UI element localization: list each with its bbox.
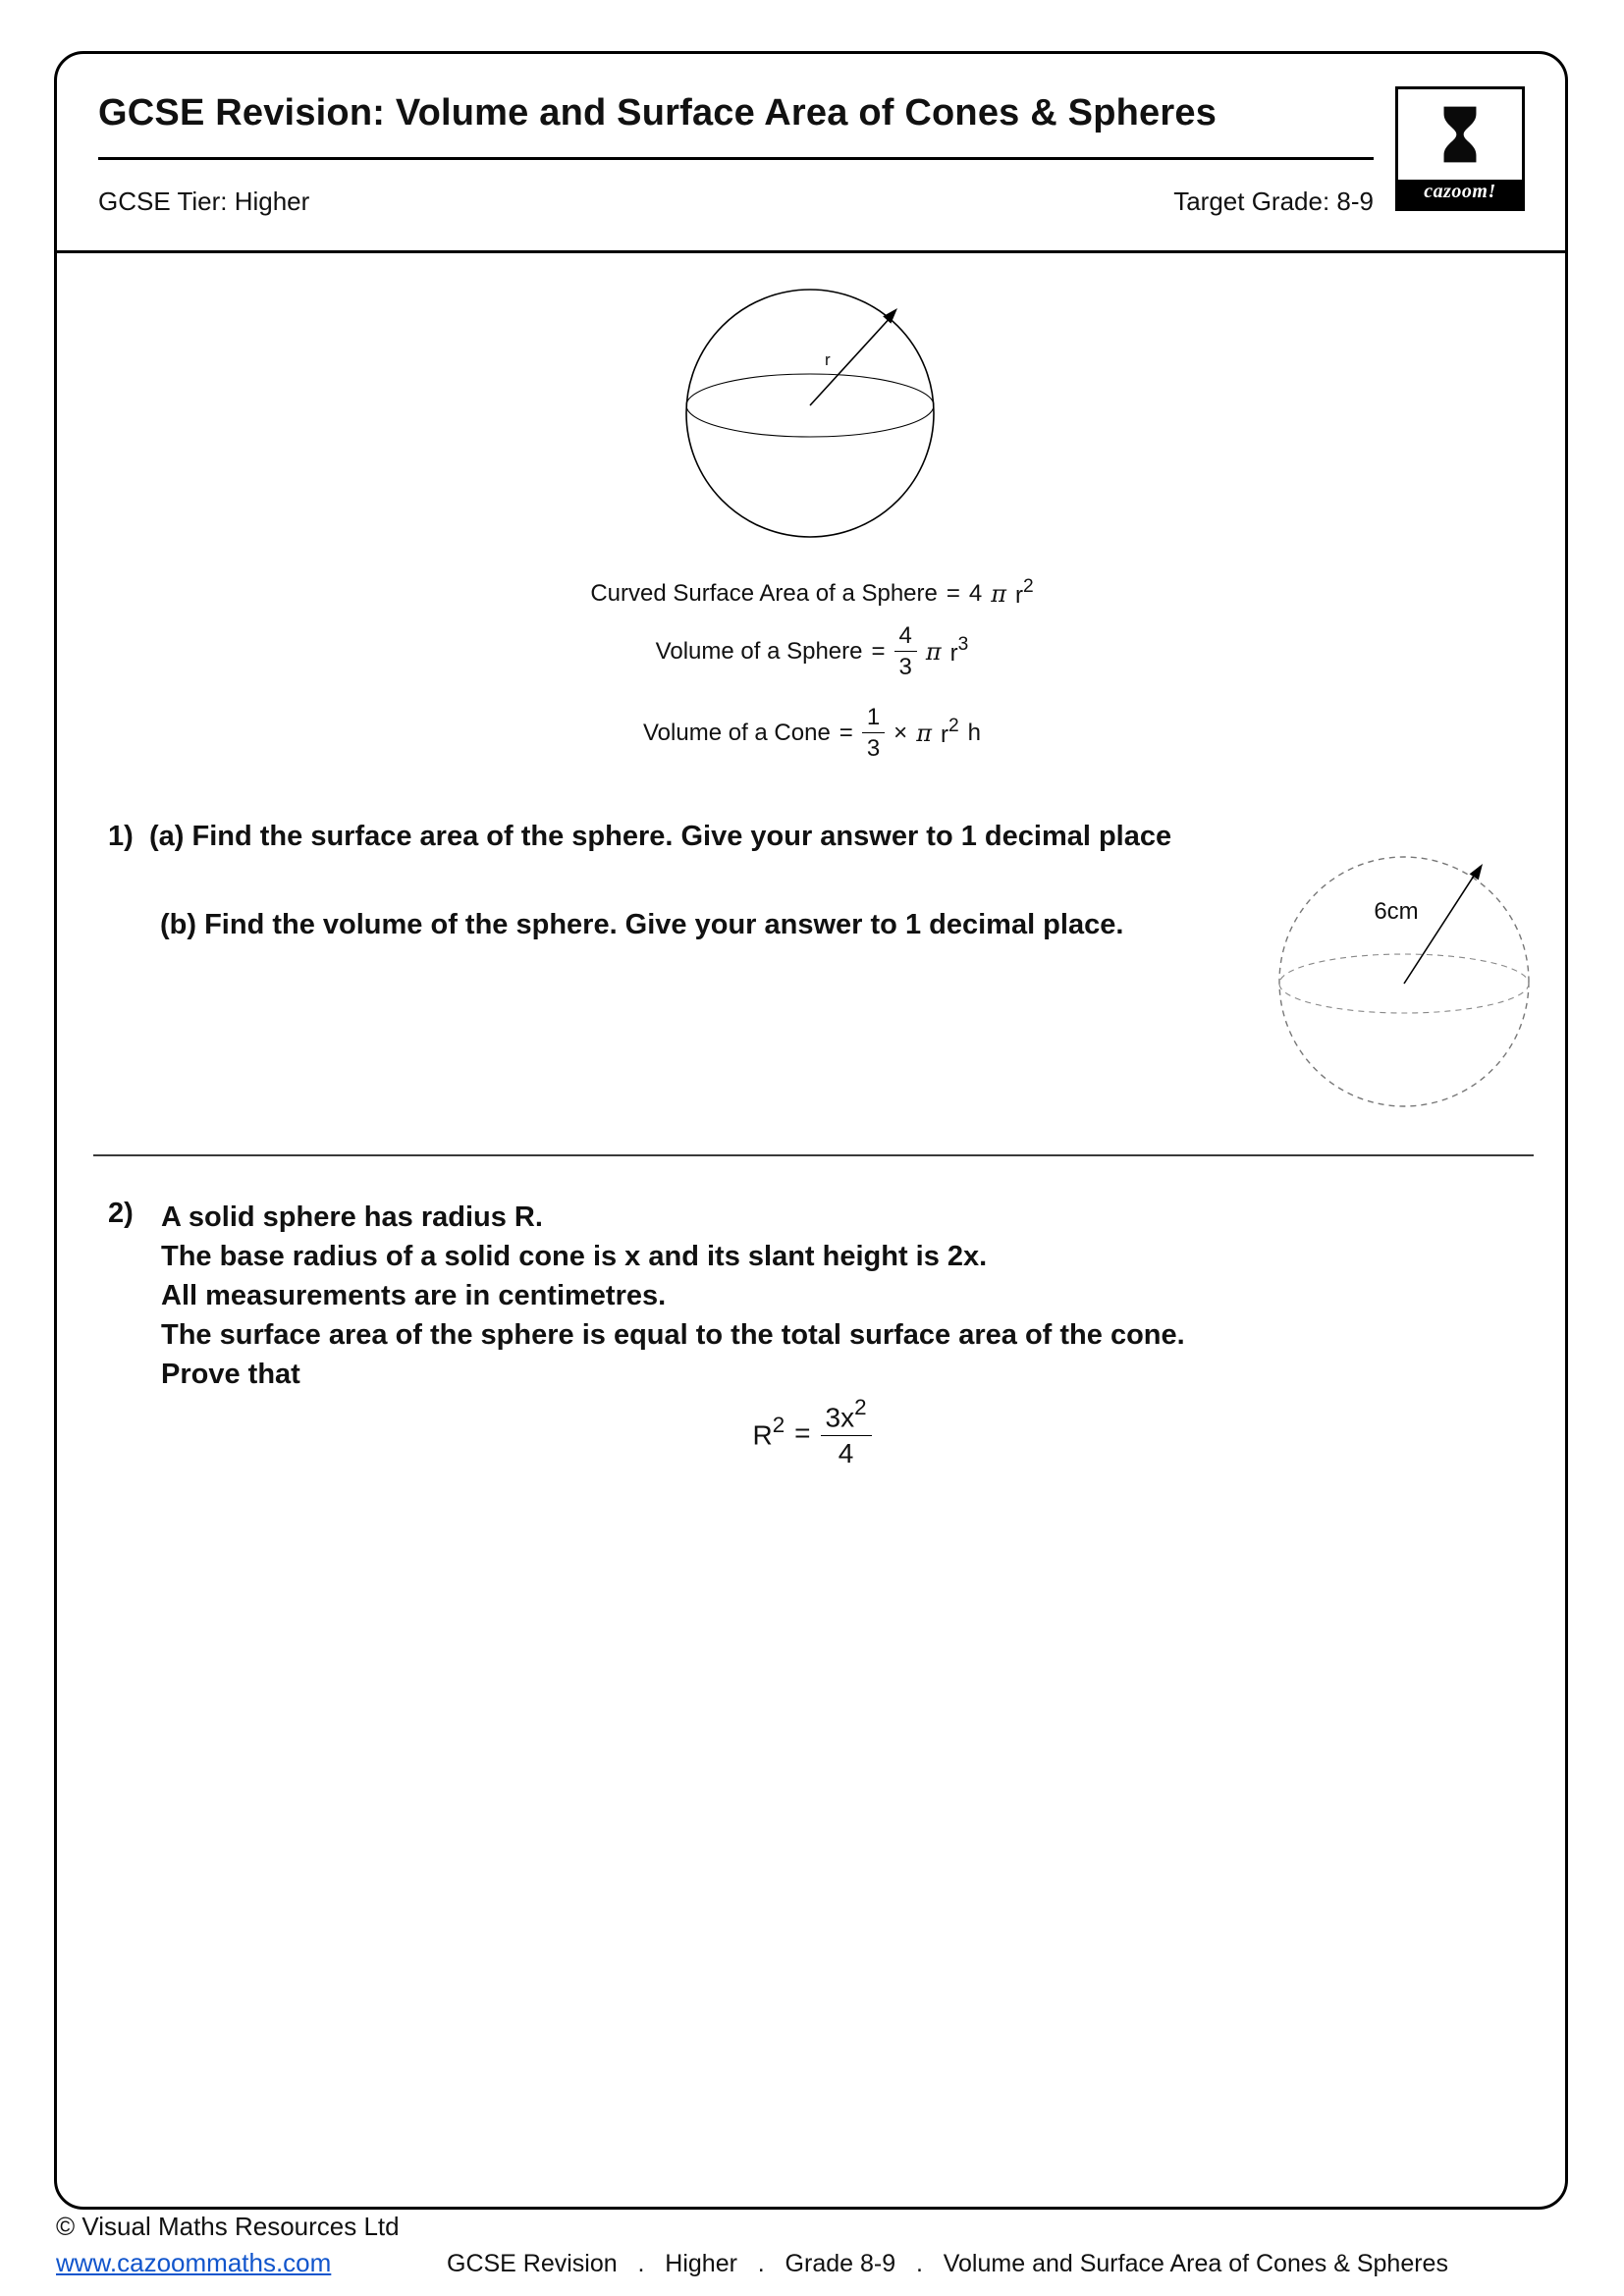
height-variable: h	[967, 719, 981, 746]
question1-sphere-diagram	[1259, 836, 1553, 1116]
sphere-outline-dashed	[1279, 857, 1529, 1106]
question2-line: A solid sphere has radius R.	[161, 1201, 543, 1233]
fraction	[821, 1395, 872, 1468]
formula-label: Curved Surface Area of a Sphere	[590, 580, 938, 607]
radius-arrowhead	[883, 308, 897, 324]
fraction-denominator: 4	[838, 1437, 854, 1468]
question2-prove-formula	[0, 1395, 1624, 1468]
multiply-sign: ×	[893, 719, 908, 746]
formula-volume-sphere	[0, 623, 1624, 679]
sphere-diagram	[677, 283, 952, 548]
question1-part-b: (b) Find the volume of the sphere. Give your answer to 1 decimal place.	[160, 909, 1124, 940]
formula-term: $r^3$	[949, 633, 969, 667]
formula-curved-surface-area	[0, 578, 1624, 610]
formula-term: $r^2$	[940, 715, 959, 748]
question-divider	[93, 1154, 1534, 1156]
question2-text	[161, 1198, 1185, 1394]
question2-line: All measurements are in centimetres.	[161, 1280, 667, 1311]
tier-label: GCSE Tier: Higher	[98, 187, 310, 216]
cazoom-logo-icon	[1398, 89, 1522, 180]
page-title: GCSE Revision: Volume and Surface Area of Cones & Spheres	[98, 92, 1218, 133]
pi-symbol: π	[916, 719, 932, 747]
fraction	[894, 623, 917, 679]
fraction-numerator: 4	[894, 623, 917, 652]
target-grade-label: Target Grade: 8-9	[1173, 187, 1374, 216]
radius-arrow	[810, 315, 893, 405]
subheader-row	[98, 187, 1374, 217]
equals-sign: =	[871, 637, 886, 665]
title-underline	[98, 157, 1374, 160]
formula-volume-cone	[0, 705, 1624, 761]
sphere-outline	[686, 290, 934, 537]
formula-term: $r^2$	[1015, 576, 1034, 609]
equals-sign: =	[946, 580, 960, 607]
sphere-radius-label: r	[825, 350, 831, 369]
fraction	[862, 705, 885, 761]
question2-number: 2)	[108, 1198, 134, 1229]
question1-number: 1)	[108, 821, 134, 852]
fraction-numerator: 1	[862, 705, 885, 733]
pi-symbol: π	[925, 637, 942, 666]
fraction-denominator: 3	[898, 654, 912, 681]
question1-part-a: (a) Find the surface area of the sphere. Give your answer to 1 decimal place	[149, 821, 1172, 852]
equals-sign: =	[794, 1416, 811, 1448]
formula-lhs: $R^2$	[752, 1412, 785, 1451]
equals-sign: =	[839, 719, 853, 746]
footer-breadcrumb: GCSE Revision . Higher . Grade 8-9 . Volume and Surface Area of Cones & Spheres	[447, 2250, 1448, 2277]
cazoom-logo-wordmark: cazoom!	[1398, 180, 1522, 208]
fraction-numerator: $3x^2$	[821, 1398, 872, 1436]
formula-label: Volume of a Cone	[643, 719, 831, 746]
sphere-radius-value-label: 6cm	[1374, 898, 1419, 925]
fraction-denominator: 3	[866, 735, 881, 763]
radius-arrow	[1404, 867, 1480, 984]
website-link[interactable]: www.cazoommaths.com	[56, 2248, 332, 2277]
cazoom-logo	[1395, 86, 1525, 211]
coefficient: 4	[968, 580, 983, 607]
copyright-text: © Visual Maths Resources Ltd	[56, 2212, 400, 2241]
question2-line: The surface area of the sphere is equal to the total surface area of the cone.	[161, 1319, 1185, 1351]
pi-symbol: π	[991, 580, 1007, 608]
question2-line: Prove that	[161, 1359, 300, 1390]
header-divider	[57, 250, 1565, 253]
formula-label: Volume of a Sphere	[655, 637, 863, 665]
question2-line: The base radius of a solid cone is x and its slant height is 2x.	[161, 1241, 988, 1272]
